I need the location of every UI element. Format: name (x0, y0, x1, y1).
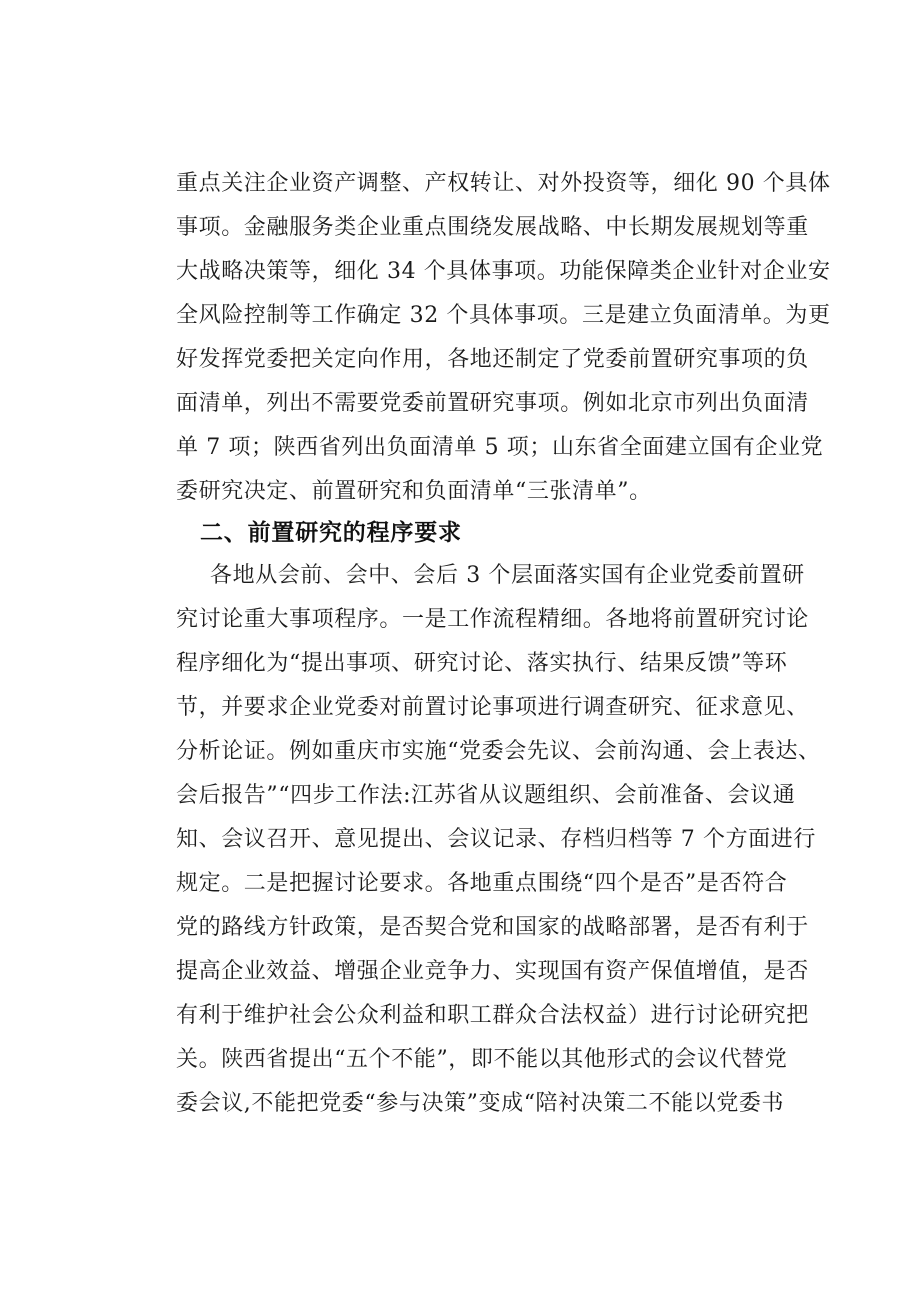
paragraph-2-line-10: 提高企业效益、增强企业竞争力、实现国有资产保值增值，是否 (176, 959, 809, 984)
paragraph-2-line-3: 程序细化为“提出事项、研究讨论、落实执行、结果反馈”等环 (176, 651, 788, 676)
paragraph-1-line-8: 委研究决定、前置研究和负面清单“三张清单”。 (176, 479, 652, 504)
paragraph-2-line-13: 委会议,不能把党委“参与决策”变成“陪衬决策二不能以党委书 (176, 1091, 785, 1116)
paragraph-2-line-1: 各地从会前、会中、会后 3 个层面落实国有企业党委前置研 (210, 563, 805, 588)
paragraph-2-line-4: 节，并要求企业党委对前置讨论事项进行调查研究、征求意见、 (176, 695, 809, 720)
paragraph-1-line-2: 事项。金融服务类企业重点围绕发展战略、中长期发展规划等重 (176, 215, 809, 240)
paragraph-2-line-5: 分析论证。例如重庆市实施“党委会先议、会前沟通、会上表达、 (176, 739, 821, 764)
paragraph-2-line-7: 知、会议召开、意见提出、会议记录、存档归档等 7 个方面进行 (176, 827, 816, 852)
paragraph-2-line-8: 规定。二是把握讨论要求。各地重点围绕“四个是否”是否符合 (176, 871, 788, 896)
paragraph-1-line-6: 面清单，列出不需要党委前置研究事项。例如北京市列出负面清 (176, 391, 809, 416)
paragraph-2-line-9: 党的路线方针政策，是否契合党和国家的战略部署，是否有利于 (176, 915, 809, 940)
paragraph-1-line-7: 单 7 项；陕西省列出负面清单 5 项；山东省全面建立国有企业党 (176, 435, 824, 460)
paragraph-2-line-6: 会后报告”“四步工作法:江苏省从议题组织、会前准备、会议通 (176, 783, 796, 808)
paragraph-1-line-5: 好发挥党委把关定向作用，各地还制定了党委前置研究事项的负 (176, 347, 809, 372)
paragraph-2-line-12: 关。陕西省提出“五个不能”，即不能以其他形式的会议代替党 (176, 1047, 788, 1072)
paragraph-1-line-3: 大战略决策等，细化 34 个具体事项。功能保障类企业针对企业安 (176, 259, 831, 284)
paragraph-1-line-4: 全风险控制等工作确定 32 个具体事项。三是建立负面清单。为更 (176, 303, 831, 328)
paragraph-2-line-11: 有利于维护社会公众利益和职工群众合法权益）进行讨论研究把 (176, 1003, 809, 1028)
section-heading: 二、前置研究的程序要求 (200, 520, 462, 546)
paragraph-2-line-2: 究讨论重大事项程序。一是工作流程精细。各地将前置研究讨论 (176, 607, 809, 632)
paragraph-1-line-1: 重点关注企业资产调整、产权转让、对外投资等，细化 90 个具体 (176, 171, 831, 196)
